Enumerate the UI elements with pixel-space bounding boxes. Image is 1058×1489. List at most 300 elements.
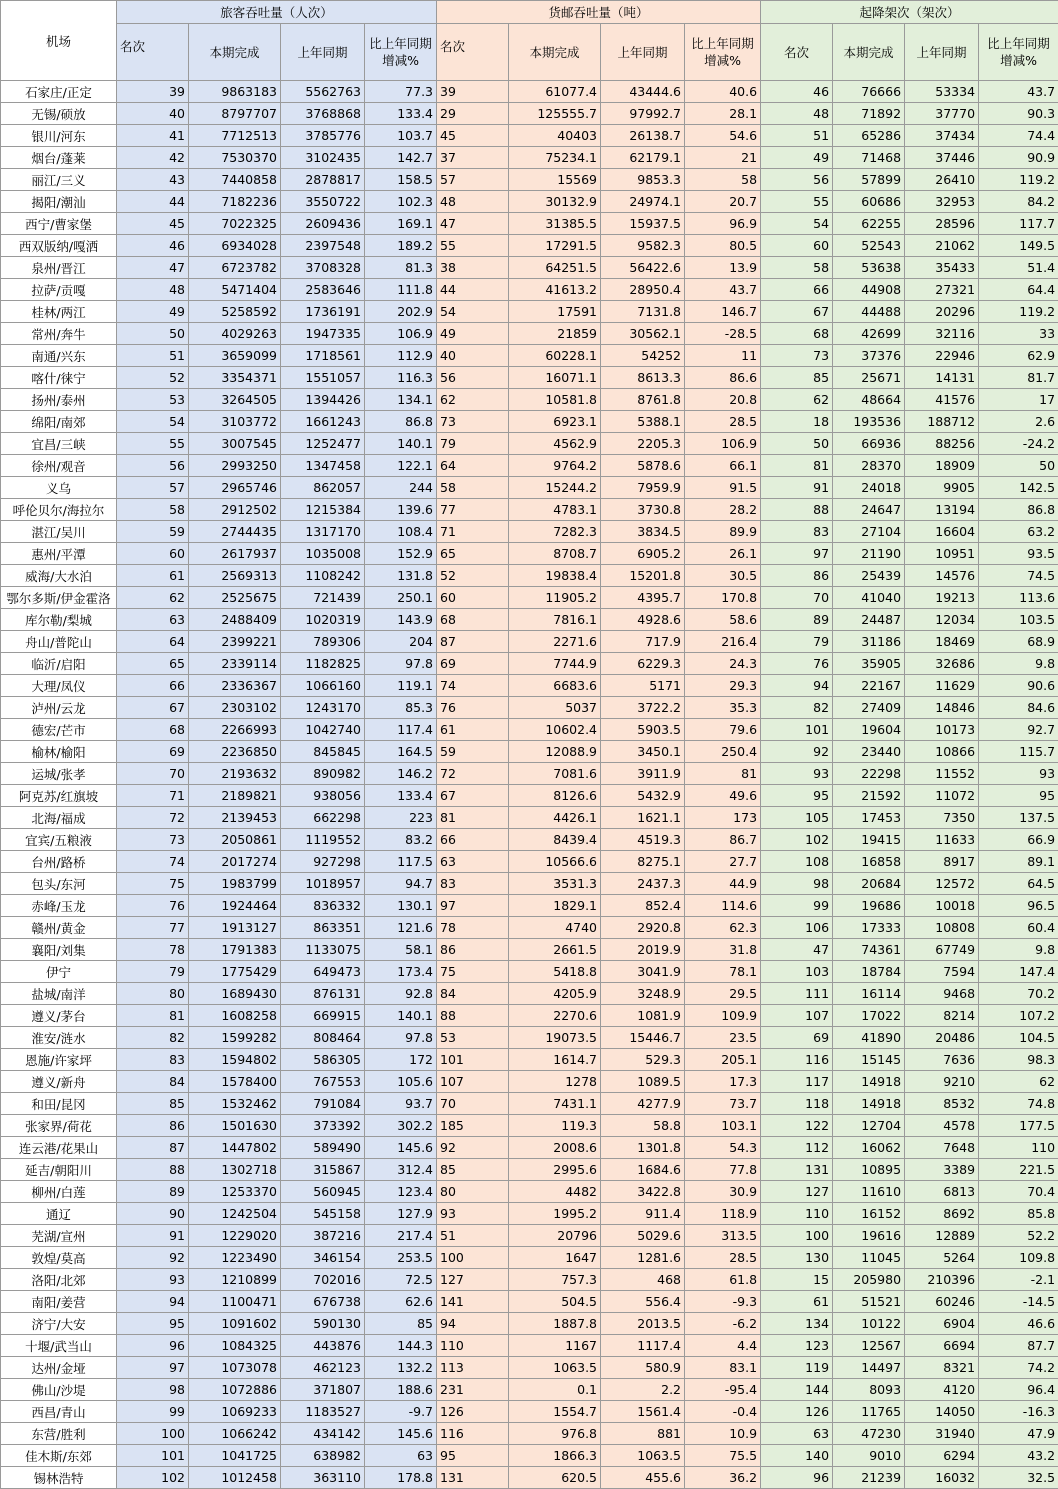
passenger-rank-cell: 64 bbox=[117, 631, 189, 653]
passenger-change-cell: 105.6 bbox=[365, 1071, 437, 1093]
passenger-change-cell: 133.4 bbox=[365, 785, 437, 807]
flights-last-year-cell: 60246 bbox=[905, 1291, 979, 1313]
passenger-last-year-cell: 791084 bbox=[281, 1093, 365, 1115]
passenger-current-cell: 1608258 bbox=[189, 1005, 281, 1027]
table-row bbox=[1, 1115, 1058, 1137]
table-row bbox=[1, 433, 1058, 455]
passenger-last-year-cell: 560945 bbox=[281, 1181, 365, 1203]
passenger-change-cell: 140.1 bbox=[365, 433, 437, 455]
flights-change-cell: 109.8 bbox=[979, 1247, 1058, 1269]
flights-rank-cell: 50 bbox=[761, 433, 833, 455]
cargo-current-cell: 7431.1 bbox=[509, 1093, 601, 1115]
cargo-rank-cell: 79 bbox=[437, 433, 509, 455]
flights-last-year-cell: 41576 bbox=[905, 389, 979, 411]
cargo-last-year-header: 上年同期 bbox=[601, 24, 685, 81]
airport-name-cell: 呼伦贝尔/海拉尔 bbox=[1, 499, 117, 521]
passenger-rank-cell: 90 bbox=[117, 1203, 189, 1225]
cargo-change-cell: 24.3 bbox=[685, 653, 761, 675]
flights-current-cell: 41890 bbox=[833, 1027, 905, 1049]
flights-last-year-cell: 12572 bbox=[905, 873, 979, 895]
passenger-current-cell: 6723782 bbox=[189, 257, 281, 279]
cargo-current-cell: 7081.6 bbox=[509, 763, 601, 785]
cargo-last-year-cell: 2.2 bbox=[601, 1379, 685, 1401]
cargo-last-year-cell: 2920.8 bbox=[601, 917, 685, 939]
flights-current-cell: 16062 bbox=[833, 1137, 905, 1159]
airport-name-cell: 宜昌/三峡 bbox=[1, 433, 117, 455]
passenger-change-cell: 204 bbox=[365, 631, 437, 653]
flights-current-cell: 11045 bbox=[833, 1247, 905, 1269]
airport-name-cell: 和田/昆冈 bbox=[1, 1093, 117, 1115]
cargo-group-header: 货邮吞吐量（吨） bbox=[437, 1, 761, 24]
flights-last-year-cell: 8532 bbox=[905, 1093, 979, 1115]
cargo-last-year-cell: 911.4 bbox=[601, 1203, 685, 1225]
cargo-last-year-cell: 2019.9 bbox=[601, 939, 685, 961]
flights-current-cell: 21190 bbox=[833, 543, 905, 565]
passenger-rank-cell: 55 bbox=[117, 433, 189, 455]
cargo-current-cell: 504.5 bbox=[509, 1291, 601, 1313]
cargo-rank-cell: 39 bbox=[437, 81, 509, 103]
passenger-current-cell: 1229020 bbox=[189, 1225, 281, 1247]
cargo-current-cell: 119.3 bbox=[509, 1115, 601, 1137]
cargo-change-cell: 109.9 bbox=[685, 1005, 761, 1027]
cargo-last-year-cell: 4519.3 bbox=[601, 829, 685, 851]
change-label-line1: 比上年同期 bbox=[987, 36, 1050, 51]
airport-name-cell: 佳木斯/东郊 bbox=[1, 1445, 117, 1467]
cargo-change-cell: 205.1 bbox=[685, 1049, 761, 1071]
cargo-last-year-cell: 2437.3 bbox=[601, 873, 685, 895]
cargo-current-cell: 1829.1 bbox=[509, 895, 601, 917]
cargo-rank-cell: 56 bbox=[437, 367, 509, 389]
cargo-rank-cell: 29 bbox=[437, 103, 509, 125]
flights-last-year-cell: 10173 bbox=[905, 719, 979, 741]
passenger-rank-cell: 61 bbox=[117, 565, 189, 587]
cargo-current-cell: 16071.1 bbox=[509, 367, 601, 389]
passenger-last-year-cell: 721439 bbox=[281, 587, 365, 609]
cargo-rank-cell: 131 bbox=[437, 1467, 509, 1489]
flights-change-cell: 32.5 bbox=[979, 1467, 1058, 1489]
airport-name-cell: 柳州/白莲 bbox=[1, 1181, 117, 1203]
table-row bbox=[1, 1401, 1058, 1423]
airport-name-cell: 赤峰/玉龙 bbox=[1, 895, 117, 917]
passenger-last-year-cell: 1243170 bbox=[281, 697, 365, 719]
cargo-change-cell: 216.4 bbox=[685, 631, 761, 653]
cargo-last-year-cell: 24974.1 bbox=[601, 191, 685, 213]
passenger-last-year-cell: 862057 bbox=[281, 477, 365, 499]
flights-last-year-cell: 7594 bbox=[905, 961, 979, 983]
cargo-rank-cell: 107 bbox=[437, 1071, 509, 1093]
cargo-current-cell: 6683.6 bbox=[509, 675, 601, 697]
passenger-change-cell: 139.6 bbox=[365, 499, 437, 521]
airport-name-cell: 张家界/荷花 bbox=[1, 1115, 117, 1137]
cargo-rank-cell: 83 bbox=[437, 873, 509, 895]
passenger-rank-cell: 43 bbox=[117, 169, 189, 191]
cargo-current-cell: 1554.7 bbox=[509, 1401, 601, 1423]
passenger-rank-cell: 87 bbox=[117, 1137, 189, 1159]
airport-name-cell: 石家庄/正定 bbox=[1, 81, 117, 103]
passenger-change-cell: 133.4 bbox=[365, 103, 437, 125]
flights-change-cell: 149.5 bbox=[979, 235, 1058, 257]
cargo-last-year-cell: 6229.3 bbox=[601, 653, 685, 675]
airport-name-cell: 惠州/平潭 bbox=[1, 543, 117, 565]
passenger-current-cell: 2617937 bbox=[189, 543, 281, 565]
flights-rank-cell: 134 bbox=[761, 1313, 833, 1335]
cargo-last-year-cell: 62179.1 bbox=[601, 147, 685, 169]
passenger-change-cell: 145.6 bbox=[365, 1137, 437, 1159]
airport-name-cell: 盐城/南洋 bbox=[1, 983, 117, 1005]
airport-name-cell: 佛山/沙堤 bbox=[1, 1379, 117, 1401]
change-label-line2: 增减% bbox=[704, 53, 741, 68]
passenger-rank-cell: 75 bbox=[117, 873, 189, 895]
flights-current-cell: 28370 bbox=[833, 455, 905, 477]
passenger-rank-cell: 65 bbox=[117, 653, 189, 675]
flights-change-cell: 66.9 bbox=[979, 829, 1058, 851]
passenger-current-cell: 1924464 bbox=[189, 895, 281, 917]
flights-last-year-cell: 88256 bbox=[905, 433, 979, 455]
cargo-change-cell: 21 bbox=[685, 147, 761, 169]
cargo-last-year-cell: 15201.8 bbox=[601, 565, 685, 587]
passenger-current-cell: 1791383 bbox=[189, 939, 281, 961]
flights-rank-cell: 92 bbox=[761, 741, 833, 763]
flights-last-year-cell: 8692 bbox=[905, 1203, 979, 1225]
table-row bbox=[1, 235, 1058, 257]
passenger-last-year-cell: 434142 bbox=[281, 1423, 365, 1445]
cargo-last-year-cell: 1561.4 bbox=[601, 1401, 685, 1423]
flights-last-year-cell: 7350 bbox=[905, 807, 979, 829]
flights-rank-cell: 85 bbox=[761, 367, 833, 389]
passenger-change-cell: 97.8 bbox=[365, 653, 437, 675]
passenger-current-cell: 3007545 bbox=[189, 433, 281, 455]
airport-name-cell: 丽江/三义 bbox=[1, 169, 117, 191]
cargo-rank-cell: 231 bbox=[437, 1379, 509, 1401]
table-row bbox=[1, 1137, 1058, 1159]
cargo-rank-cell: 93 bbox=[437, 1203, 509, 1225]
passenger-current-cell: 2139453 bbox=[189, 807, 281, 829]
cargo-rank-cell: 84 bbox=[437, 983, 509, 1005]
flights-last-year-cell: 37434 bbox=[905, 125, 979, 147]
cargo-change-cell: 146.7 bbox=[685, 301, 761, 323]
cargo-current-cell: 10581.8 bbox=[509, 389, 601, 411]
airport-name-cell: 义乌 bbox=[1, 477, 117, 499]
cargo-rank-cell: 52 bbox=[437, 565, 509, 587]
passenger-current-cell: 1072886 bbox=[189, 1379, 281, 1401]
passenger-rank-cell: 88 bbox=[117, 1159, 189, 1181]
passenger-last-year-cell: 1119552 bbox=[281, 829, 365, 851]
flights-change-cell: 51.4 bbox=[979, 257, 1058, 279]
passenger-last-year-cell: 1182825 bbox=[281, 653, 365, 675]
cargo-current-cell: 2271.6 bbox=[509, 631, 601, 653]
passenger-last-year-cell: 1020319 bbox=[281, 609, 365, 631]
cargo-current-cell: 6923.1 bbox=[509, 411, 601, 433]
cargo-rank-cell: 75 bbox=[437, 961, 509, 983]
passenger-current-cell: 6934028 bbox=[189, 235, 281, 257]
passenger-change-cell: 144.3 bbox=[365, 1335, 437, 1357]
table-row bbox=[1, 543, 1058, 565]
cargo-last-year-cell: 1081.9 bbox=[601, 1005, 685, 1027]
flights-rank-cell: 95 bbox=[761, 785, 833, 807]
table-row bbox=[1, 1071, 1058, 1093]
passenger-rank-cell: 77 bbox=[117, 917, 189, 939]
airport-name-cell: 大理/凤仪 bbox=[1, 675, 117, 697]
table-row bbox=[1, 1203, 1058, 1225]
passenger-last-year-cell: 1394426 bbox=[281, 389, 365, 411]
passenger-change-cell: 63 bbox=[365, 1445, 437, 1467]
passenger-rank-cell: 59 bbox=[117, 521, 189, 543]
flights-rank-cell: 103 bbox=[761, 961, 833, 983]
cargo-rank-cell: 67 bbox=[437, 785, 509, 807]
passenger-rank-cell: 67 bbox=[117, 697, 189, 719]
flights-last-year-cell: 9468 bbox=[905, 983, 979, 1005]
cargo-current-cell: 4783.1 bbox=[509, 499, 601, 521]
table-row bbox=[1, 1291, 1058, 1313]
passenger-rank-cell: 89 bbox=[117, 1181, 189, 1203]
cargo-rank-cell: 47 bbox=[437, 213, 509, 235]
passenger-current-cell: 1578400 bbox=[189, 1071, 281, 1093]
flights-current-cell: 11610 bbox=[833, 1181, 905, 1203]
cargo-last-year-cell: 529.3 bbox=[601, 1049, 685, 1071]
table-row bbox=[1, 103, 1058, 125]
flights-current-cell: 21239 bbox=[833, 1467, 905, 1489]
cargo-rank-cell: 97 bbox=[437, 895, 509, 917]
flights-rank-header: 名次 bbox=[761, 24, 833, 81]
passenger-current-cell: 7440858 bbox=[189, 169, 281, 191]
flights-current-cell: 12567 bbox=[833, 1335, 905, 1357]
cargo-change-cell: -28.5 bbox=[685, 323, 761, 345]
passenger-last-year-header: 上年同期 bbox=[281, 24, 365, 81]
airport-name-cell: 舟山/普陀山 bbox=[1, 631, 117, 653]
passenger-change-cell: 92.8 bbox=[365, 983, 437, 1005]
flights-last-year-cell: 21062 bbox=[905, 235, 979, 257]
flights-rank-cell: 73 bbox=[761, 345, 833, 367]
flights-last-year-cell: 7648 bbox=[905, 1137, 979, 1159]
airport-header: 机场 bbox=[1, 1, 117, 81]
cargo-last-year-cell: 3722.2 bbox=[601, 697, 685, 719]
airport-name-cell: 西宁/曹家堡 bbox=[1, 213, 117, 235]
flights-last-year-cell: 6904 bbox=[905, 1313, 979, 1335]
passenger-current-cell: 1091602 bbox=[189, 1313, 281, 1335]
table-row bbox=[1, 499, 1058, 521]
passenger-rank-header: 名次 bbox=[117, 24, 189, 81]
passenger-rank-cell: 82 bbox=[117, 1027, 189, 1049]
passenger-rank-cell: 69 bbox=[117, 741, 189, 763]
cargo-rank-cell: 78 bbox=[437, 917, 509, 939]
flights-current-cell: 48664 bbox=[833, 389, 905, 411]
flights-rank-cell: 15 bbox=[761, 1269, 833, 1291]
passenger-change-cell: 81.3 bbox=[365, 257, 437, 279]
flights-current-cell: 31186 bbox=[833, 631, 905, 653]
flights-last-year-cell: 9210 bbox=[905, 1071, 979, 1093]
flights-rank-cell: 54 bbox=[761, 213, 833, 235]
flights-change-cell: 98.3 bbox=[979, 1049, 1058, 1071]
airport-name-cell: 连云港/花果山 bbox=[1, 1137, 117, 1159]
flights-current-cell: 35905 bbox=[833, 653, 905, 675]
flights-change-cell: 89.1 bbox=[979, 851, 1058, 873]
cargo-change-cell: 106.9 bbox=[685, 433, 761, 455]
cargo-change-cell: -0.4 bbox=[685, 1401, 761, 1423]
flights-last-year-cell: 14576 bbox=[905, 565, 979, 587]
passenger-change-cell: 123.4 bbox=[365, 1181, 437, 1203]
cargo-change-cell: 103.1 bbox=[685, 1115, 761, 1137]
passenger-current-cell: 1084325 bbox=[189, 1335, 281, 1357]
flights-change-cell: 137.5 bbox=[979, 807, 1058, 829]
flights-rank-cell: 62 bbox=[761, 389, 833, 411]
cargo-change-cell: 36.2 bbox=[685, 1467, 761, 1489]
passenger-last-year-cell: 1108242 bbox=[281, 565, 365, 587]
flights-current-cell: 23440 bbox=[833, 741, 905, 763]
cargo-last-year-cell: 1117.4 bbox=[601, 1335, 685, 1357]
cargo-change-header bbox=[685, 24, 761, 81]
cargo-current-cell: 40403 bbox=[509, 125, 601, 147]
flights-current-cell: 25439 bbox=[833, 565, 905, 587]
flights-current-cell: 17453 bbox=[833, 807, 905, 829]
passenger-last-year-cell: 638982 bbox=[281, 1445, 365, 1467]
passenger-rank-cell: 44 bbox=[117, 191, 189, 213]
flights-current-cell: 71892 bbox=[833, 103, 905, 125]
flights-last-year-cell: 20296 bbox=[905, 301, 979, 323]
cargo-rank-cell: 141 bbox=[437, 1291, 509, 1313]
table-row bbox=[1, 191, 1058, 213]
passenger-current-cell: 8797707 bbox=[189, 103, 281, 125]
passenger-last-year-cell: 462123 bbox=[281, 1357, 365, 1379]
cargo-current-cell: 1278 bbox=[509, 1071, 601, 1093]
cargo-rank-cell: 110 bbox=[437, 1335, 509, 1357]
flights-change-cell: 95 bbox=[979, 785, 1058, 807]
cargo-change-cell: 43.7 bbox=[685, 279, 761, 301]
table-row bbox=[1, 609, 1058, 631]
flights-current-cell: 18784 bbox=[833, 961, 905, 983]
flights-last-year-cell: 11633 bbox=[905, 829, 979, 851]
flights-last-year-cell: 9905 bbox=[905, 477, 979, 499]
passenger-current-cell: 7530370 bbox=[189, 147, 281, 169]
cargo-current-header: 本期完成 bbox=[509, 24, 601, 81]
passenger-current-cell: 1594802 bbox=[189, 1049, 281, 1071]
flights-current-cell: 60686 bbox=[833, 191, 905, 213]
flights-last-year-cell: 5264 bbox=[905, 1247, 979, 1269]
cargo-change-cell: 13.9 bbox=[685, 257, 761, 279]
passenger-current-cell: 2488409 bbox=[189, 609, 281, 631]
passenger-change-cell: 85 bbox=[365, 1313, 437, 1335]
cargo-rank-cell: 61 bbox=[437, 719, 509, 741]
flights-last-year-cell: 210396 bbox=[905, 1269, 979, 1291]
flights-rank-cell: 144 bbox=[761, 1379, 833, 1401]
flights-change-cell: 70.2 bbox=[979, 983, 1058, 1005]
passenger-current-cell: 3354371 bbox=[189, 367, 281, 389]
cargo-change-cell: 28.5 bbox=[685, 411, 761, 433]
table-row bbox=[1, 851, 1058, 873]
table-row bbox=[1, 1357, 1058, 1379]
cargo-change-cell: 54.3 bbox=[685, 1137, 761, 1159]
flights-last-year-cell: 37770 bbox=[905, 103, 979, 125]
passenger-current-cell: 9863183 bbox=[189, 81, 281, 103]
flights-last-year-cell: 10018 bbox=[905, 895, 979, 917]
cargo-last-year-cell: 54252 bbox=[601, 345, 685, 367]
flights-rank-cell: 107 bbox=[761, 1005, 833, 1027]
cargo-last-year-cell: 5903.5 bbox=[601, 719, 685, 741]
flights-current-cell: 44908 bbox=[833, 279, 905, 301]
airport-name-cell: 恩施/许家坪 bbox=[1, 1049, 117, 1071]
flights-change-cell: 85.8 bbox=[979, 1203, 1058, 1225]
table-row bbox=[1, 873, 1058, 895]
cargo-current-cell: 620.5 bbox=[509, 1467, 601, 1489]
cargo-change-cell: 40.6 bbox=[685, 81, 761, 103]
passenger-last-year-cell: 1042740 bbox=[281, 719, 365, 741]
passenger-current-cell: 1066242 bbox=[189, 1423, 281, 1445]
flights-rank-cell: 94 bbox=[761, 675, 833, 697]
cargo-rank-cell: 76 bbox=[437, 697, 509, 719]
cargo-rank-cell: 86 bbox=[437, 939, 509, 961]
cargo-current-cell: 8708.7 bbox=[509, 543, 601, 565]
flights-rank-cell: 60 bbox=[761, 235, 833, 257]
passenger-last-year-cell: 590130 bbox=[281, 1313, 365, 1335]
cargo-change-cell: 61.8 bbox=[685, 1269, 761, 1291]
passenger-last-year-cell: 3550722 bbox=[281, 191, 365, 213]
passenger-last-year-cell: 589490 bbox=[281, 1137, 365, 1159]
flights-current-cell: 19604 bbox=[833, 719, 905, 741]
cargo-last-year-cell: 2013.5 bbox=[601, 1313, 685, 1335]
cargo-current-cell: 19838.4 bbox=[509, 565, 601, 587]
passenger-rank-cell: 80 bbox=[117, 983, 189, 1005]
cargo-last-year-cell: 15937.5 bbox=[601, 213, 685, 235]
passenger-last-year-cell: 3708328 bbox=[281, 257, 365, 279]
cargo-rank-cell: 77 bbox=[437, 499, 509, 521]
passenger-current-cell: 1302718 bbox=[189, 1159, 281, 1181]
flights-last-year-cell: 4120 bbox=[905, 1379, 979, 1401]
table-row bbox=[1, 697, 1058, 719]
passenger-current-cell: 2336367 bbox=[189, 675, 281, 697]
cargo-change-cell: 66.1 bbox=[685, 455, 761, 477]
cargo-change-cell: 89.9 bbox=[685, 521, 761, 543]
cargo-current-cell: 15569 bbox=[509, 169, 601, 191]
cargo-change-cell: 20.7 bbox=[685, 191, 761, 213]
table-row bbox=[1, 367, 1058, 389]
passenger-rank-cell: 53 bbox=[117, 389, 189, 411]
table-body bbox=[1, 81, 1058, 1489]
cargo-current-cell: 10566.6 bbox=[509, 851, 601, 873]
flights-change-cell: 70.4 bbox=[979, 1181, 1058, 1203]
cargo-last-year-cell: 15446.7 bbox=[601, 1027, 685, 1049]
cargo-last-year-cell: 9582.3 bbox=[601, 235, 685, 257]
cargo-change-cell: 91.5 bbox=[685, 477, 761, 499]
cargo-last-year-cell: 455.6 bbox=[601, 1467, 685, 1489]
airport-name-cell: 芜湖/宣州 bbox=[1, 1225, 117, 1247]
passenger-rank-cell: 48 bbox=[117, 279, 189, 301]
table-row bbox=[1, 279, 1058, 301]
flights-rank-cell: 88 bbox=[761, 499, 833, 521]
cargo-last-year-cell: 4277.9 bbox=[601, 1093, 685, 1115]
flights-last-year-cell: 18469 bbox=[905, 631, 979, 653]
flights-current-cell: 17022 bbox=[833, 1005, 905, 1027]
passenger-change-cell: 86.8 bbox=[365, 411, 437, 433]
table-row bbox=[1, 147, 1058, 169]
flights-last-year-cell: 6813 bbox=[905, 1181, 979, 1203]
passenger-current-cell: 1983799 bbox=[189, 873, 281, 895]
passenger-last-year-cell: 2583646 bbox=[281, 279, 365, 301]
cargo-last-year-cell: 6905.2 bbox=[601, 543, 685, 565]
flights-rank-cell: 79 bbox=[761, 631, 833, 653]
table-row bbox=[1, 895, 1058, 917]
airport-name-cell: 伊宁 bbox=[1, 961, 117, 983]
table-row bbox=[1, 719, 1058, 741]
passenger-change-cell: 134.1 bbox=[365, 389, 437, 411]
passenger-change-cell: 62.6 bbox=[365, 1291, 437, 1313]
cargo-current-cell: 17591 bbox=[509, 301, 601, 323]
cargo-current-cell: 17291.5 bbox=[509, 235, 601, 257]
flights-change-cell: 9.8 bbox=[979, 653, 1058, 675]
flights-change-cell: 74.2 bbox=[979, 1357, 1058, 1379]
passenger-rank-cell: 50 bbox=[117, 323, 189, 345]
flights-current-cell: 41040 bbox=[833, 587, 905, 609]
flights-current-cell: 10895 bbox=[833, 1159, 905, 1181]
table-row bbox=[1, 411, 1058, 433]
